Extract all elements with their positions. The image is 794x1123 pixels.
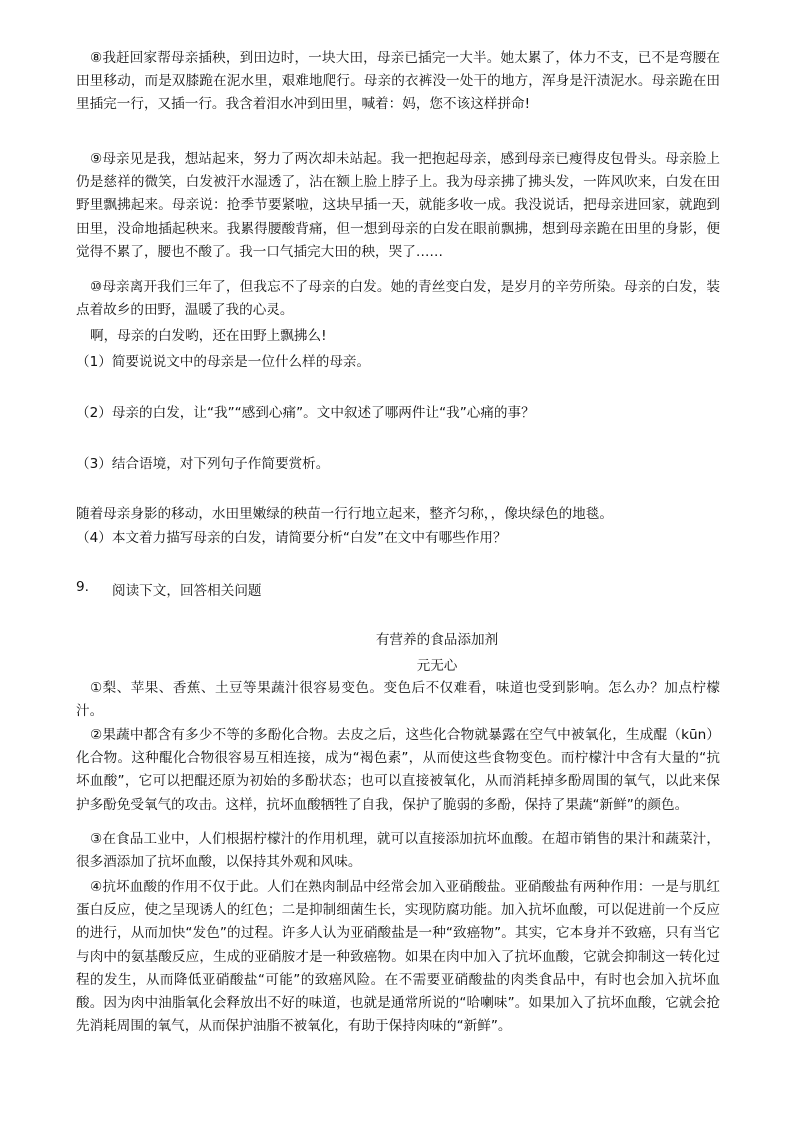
paragraph-11: 啊，母亲的白发哟，还在田野上飘拂么! [90, 328, 327, 344]
question-9-prompt: 阅读下文，回答相关问题 [112, 583, 262, 599]
question-1: （1）简要说说文中的母亲是一位什么样的母亲。 [76, 354, 371, 370]
paragraph-9: ⑨母亲见是我，想站起来，努力了两次却未站起。我一把抱起母亲，感到母亲已瘦得皮包骨头。母亲脸上仍是慈祥的微笑，白发被汗水湿透了，沾在额上脸上脖子上。我为母亲拂了拂头发，一阵风吹来，白发在田野里飘拂起来。母亲说：抢季节要紧啦，这块早插一天，就能多收一成。我没说话，把母亲进回家，就跑到田里，没命地插起秧来。我累得腰酸背痛，但一想到母亲的白发在眼前飘拂，想到母亲跪在田里的身影，便觉得不累了，腰也不酸了。我一口气插完大田的秧，哭了…… [76, 151, 720, 260]
article-paragraph-2: ②果蔬中都含有多少不等的多酚化合物。去皮之后，这些化合物就暴露在空气中被氧化，生成醌（kūn）化合物。这种醌化合物很容易互相连接，成为“褐色素”，从而使这些食物变色。而柠檬汁中含有大量的“抗坏血酸”，它可以把醌还原为初始的多酚状态；也可以直接被氧化，从而消耗掉多酚周围的氧气，以此来保护多酚免受氧气的攻击。这样，抗坏血酸牺牲了自我，保护了脆弱的多酚，保持了果蔬“新鲜”的颜色。 [76, 727, 720, 813]
article-paragraph-1: ①梨、苹果、香蕉、土豆等果蔬汁很容易变色。变色后不仅难看，味道也受到影响。怎么办？加点柠檬汁。 [76, 680, 720, 720]
article-paragraph-3: ③在食品工业中，人们根据柠檬汁的作用机理，就可以直接添加抗坏血酸。在超市销售的果汁和蔬菜汁，很多酒添加了抗坏血酸，以保持其外观和风味。 [76, 831, 720, 871]
paragraph-10: ⑩母亲离开我们三年了，但我忘不了母亲的白发。她的青丝变白发，是岁月的辛劳所染。母亲的白发，装点着故乡的田野，温暖了我的心灵。 [76, 279, 720, 319]
question-3-sentence: 随着母亲身影的移动，水田里嫩绿的秧苗一行行地立起来，整齐匀称，，像块绿色的地毯。 [76, 506, 613, 522]
question-4: （4）本文着力描写母亲的白发，请简要分析“白发”在文中有哪些作用？ [76, 530, 507, 546]
article-author: 元无心 [416, 658, 458, 674]
paragraph-8: ⑧我赶回家帮母亲插秧，到田边时，一块大田，母亲已插完一大半。她太累了，体力不支，已不是弯腰在田里移动，而是双膝跪在泥水里，艰难地爬行。母亲的衣裤没一处干的地方，浑身是汗渍泥水。母亲跪在田里插完一行，又插一行。我含着泪水冲到田里，喊着：妈，您不该这样拼命! [76, 50, 720, 113]
question-2: （2）母亲的白发，让“我”“感到心痛”。文中叙述了哪两件让“我”心痛的事？ [76, 405, 535, 421]
question-9-number: 9. [76, 579, 89, 595]
question-3: （3）结合语境，对下列句子作简要赏析。 [76, 456, 330, 472]
article-paragraph-4: ④抗坏血酸的作用不仅于此。人们在熟肉制品中经常会加入亚硝酸盐。亚硝酸盐有两种作用：一是与肌红蛋白反应，使之呈现诱人的红色；二是抑制细菌生长，实现防腐功能。加入抗坏血酸，可以促进前一个反应的进行，从而加快“发色”的过程。许多人认为亚硝酸盐是一种“致癌物”。其实，它本身并不致癌，只有当它与肉中的氨基酸反应，生成的亚硝胺才是一种致癌物。如果在肉中加入了抗坏血酸，它就会抑制这一转化过程的发生，从而降低亚硝酸盐“可能”的致癌风险。在不需要亚硝酸盐的肉类食品中，有时也会加入抗坏血酸。因为肉中油脂氧化会释放出不好的味道，也就是通常所说的“哈喇味”。如果加入了抗坏血酸，它就会抢先消耗周围的氧气，从而保护油脂不被氧化，有助于保持肉味的“新鲜”。 [76, 879, 720, 1035]
article-title: 有营养的食品添加剂 [375, 632, 499, 648]
